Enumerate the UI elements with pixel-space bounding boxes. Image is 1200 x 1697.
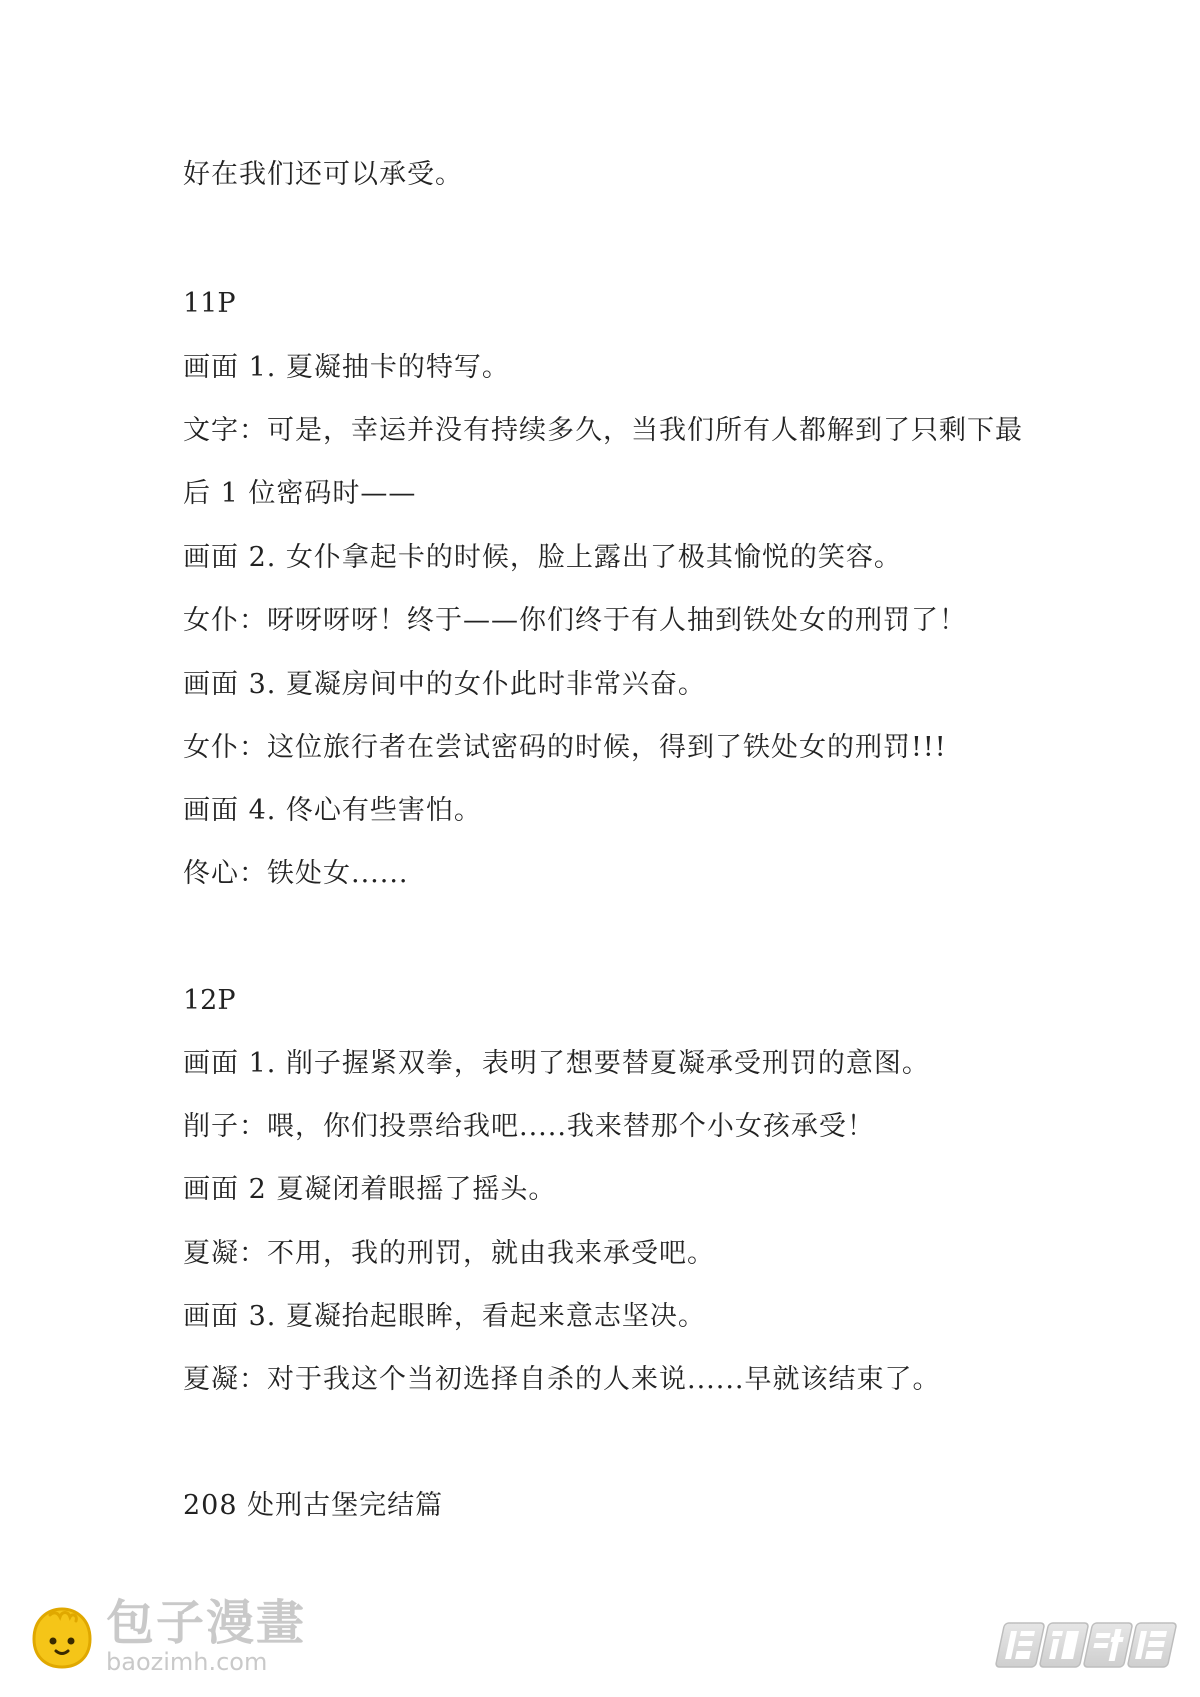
tencent-comic-watermark bbox=[990, 1617, 1180, 1677]
baozimh-url: baozimh.com bbox=[106, 1648, 268, 1676]
text-line: 画面 1. 削子握紧双拳，表明了想要替夏凝承受刑罚的意图。 bbox=[183, 1048, 930, 1079]
text-line: 画面 4. 佟心有些害怕。 bbox=[183, 795, 482, 826]
text-line: 女仆：呀呀呀呀！终于——你们终于有人抽到铁处女的刑罚了！ bbox=[183, 605, 967, 636]
page-heading-12p: 12P bbox=[183, 985, 236, 1016]
baozimh-watermark bbox=[26, 1597, 326, 1677]
text-line: 佟心：铁处女...... bbox=[183, 858, 409, 889]
bun-mascot-icon bbox=[26, 1601, 98, 1673]
text-line: 画面 3. 夏凝抬起眼眸，看起来意志坚决。 bbox=[183, 1301, 706, 1332]
text-line: 画面 3. 夏凝房间中的女仆此时非常兴奋。 bbox=[183, 669, 706, 700]
page-heading-11p: 11P bbox=[183, 288, 236, 319]
text-line: 后 1 位密码时—— bbox=[183, 478, 417, 509]
text-line: 好在我们还可以承受。 bbox=[183, 159, 463, 190]
text-line: 文字：可是，幸运并没有持续多久，当我们所有人都解到了只剩下最 bbox=[183, 415, 1023, 446]
text-line: 削子：喂，你们投票给我吧.....我来替那个小女孩承受！ bbox=[183, 1111, 875, 1142]
text-line: 女仆：这位旅行者在尝试密码的时候，得到了铁处女的刑罚!!! bbox=[183, 732, 947, 763]
text-line: 画面 1. 夏凝抽卡的特写。 bbox=[183, 352, 510, 383]
baozimh-name: 包子漫畫 bbox=[106, 1595, 307, 1651]
tencent-comic-logo bbox=[990, 1617, 1180, 1673]
text-line: 画面 2. 女仆拿起卡的时候，脸上露出了极其愉悦的笑容。 bbox=[183, 542, 902, 573]
text-line: 画面 2 夏凝闭着眼摇了摇头。 bbox=[183, 1174, 557, 1205]
text-line: 夏凝：不用，我的刑罚，就由我来承受吧。 bbox=[183, 1238, 715, 1269]
text-line: 夏凝：对于我这个当初选择自杀的人来说......早就该结束了。 bbox=[183, 1364, 941, 1395]
page-footer: 208 处刑古堡完结篇 bbox=[183, 1490, 444, 1521]
